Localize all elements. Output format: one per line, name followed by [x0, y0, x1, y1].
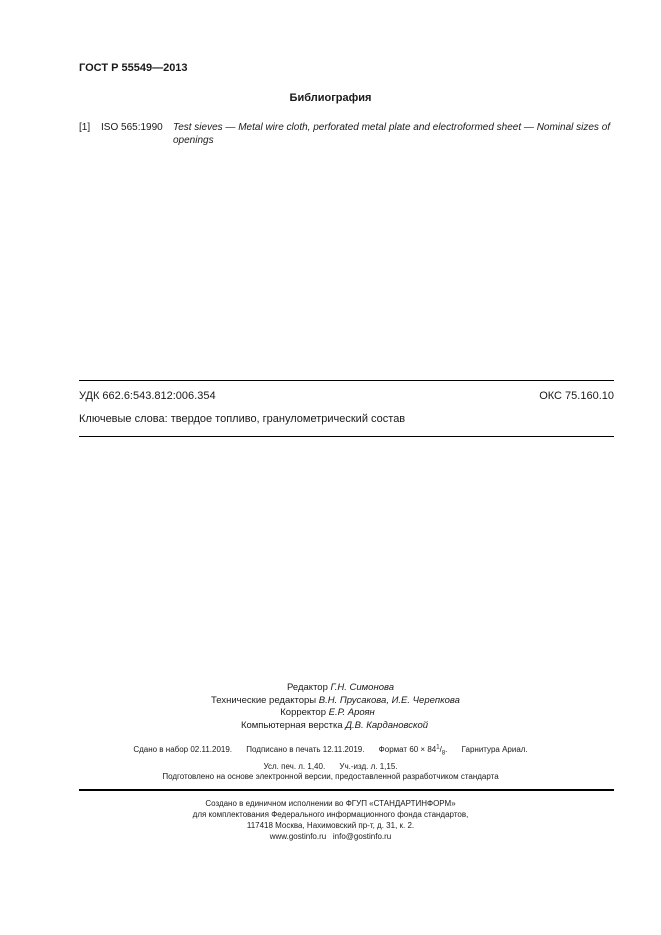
print-info-line-1 — [0, 741, 661, 760]
credit-layout: Компьютерная верстка Д.В. Кардановской — [240, 719, 429, 731]
publisher-contacts — [0, 831, 661, 842]
bibliography-entry-number: [1] — [79, 122, 91, 133]
publisher-rule — [79, 789, 614, 791]
document-header: ГОСТ Р 55549—2013 — [79, 62, 188, 74]
credit-technical-editors: Технические редакторы В.Н. Прусакова, И.Е. Черепкова — [211, 694, 460, 706]
submitted-date: Сдано в набор 02.11.2019. — [133, 744, 233, 754]
classification-top-rule — [79, 380, 614, 381]
signed-date: Подписано в печать 12.11.2019. — [246, 744, 365, 754]
bibliography-entry-title: Test sieves — Metal wire cloth, perforated metal plate and electroformed sheet — Nominal sizes of openings — [173, 122, 611, 146]
credit-editor: Редактор Г.Н. Симонова — [286, 682, 395, 693]
credit-corrector: Корректор Е.Р. Ароян — [280, 707, 375, 718]
paper-format: Формат $60 \times 84^1/_8$. — [378, 744, 448, 757]
keywords: Ключевые слова: твердое топливо, гранулометрический состав — [79, 413, 406, 425]
publisher-sheets: Уч.-изд. л. 1,15. — [339, 762, 398, 772]
bibliography-entry-standard: ISO 565:1990 — [101, 122, 163, 133]
oks-code: ОКС 75.160.10 — [539, 390, 614, 402]
typeface: Гарнитура Ариал. — [461, 744, 528, 754]
publisher-line-2: для комплектования Федерального информационного фонда стандартов, — [192, 810, 469, 819]
publisher-info — [0, 798, 661, 842]
print-sheets: Усл. печ. л. 1,40. — [263, 762, 326, 772]
editorial-credits — [0, 682, 661, 732]
publisher-line-1: Создано в единичном исполнении во ФГУП «СТАНДАРТИНФОРМ» — [205, 799, 456, 808]
bibliography-title: Библиография — [289, 92, 372, 104]
print-info — [0, 741, 661, 773]
publisher-website-link[interactable]: www.gostinfo.ru — [269, 832, 327, 841]
classification-bottom-rule — [79, 436, 614, 437]
udk-code: УДК 662.6:543.812:006.354 — [79, 390, 216, 402]
publisher-email-link[interactable]: info@gostinfo.ru — [332, 832, 392, 841]
publisher-address: 117418 Москва, Нахимовский пр-т, д. 31, к. 2. — [246, 821, 415, 830]
prepared-note: Подготовлено на основе электронной версии, предоставленной разработчиком стандарта — [162, 772, 499, 781]
